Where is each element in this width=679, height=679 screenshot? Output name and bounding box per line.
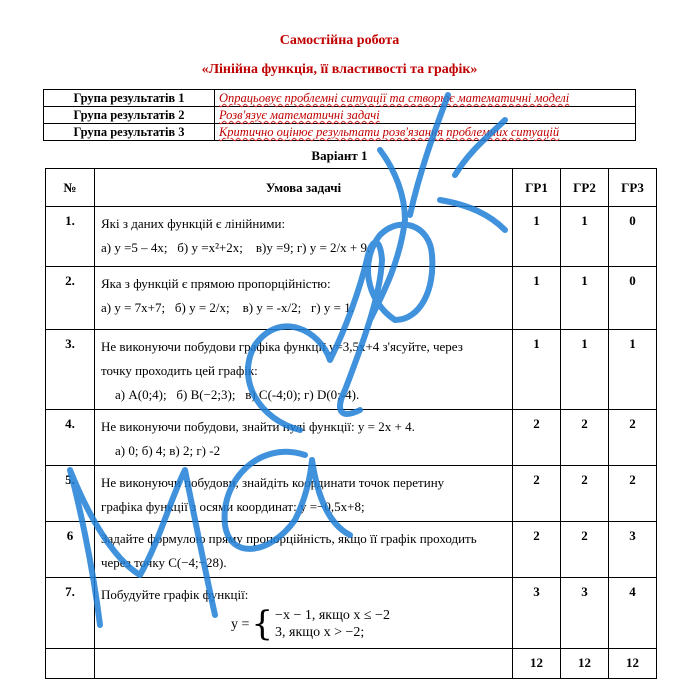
- totals-row: [46, 649, 657, 679]
- task-number: 2.: [46, 267, 95, 330]
- score-gr1: 1: [513, 207, 561, 267]
- total-gr3: 12: [609, 649, 657, 679]
- task-row: [46, 410, 657, 466]
- piecewise-cases: [275, 607, 390, 641]
- curly-brace-icon: {: [251, 604, 274, 644]
- score-gr3: 3: [609, 522, 657, 578]
- task-condition: [95, 410, 513, 466]
- score-gr2: 2: [561, 466, 609, 522]
- task-condition: [95, 578, 513, 649]
- group-row: [44, 90, 636, 107]
- group-name: Група результатів 3: [44, 124, 215, 141]
- score-gr3: 2: [609, 410, 657, 466]
- score-gr1: 1: [513, 330, 561, 410]
- task-options: а) у =5 – 4х; б) у =х²+2х; в)у =9; г) у = 2/x + 9.: [101, 240, 371, 255]
- task-text: графіка функції з осями координат: у =−0,5х+8;: [101, 499, 365, 514]
- score-gr3: 0: [609, 207, 657, 267]
- task-text: Не виконуючи побудови, знайти нулі функції: у = 2х + 4.: [101, 419, 415, 434]
- score-gr2: 1: [561, 330, 609, 410]
- task-number: 4.: [46, 410, 95, 466]
- group-name: Група результатів 2: [44, 107, 215, 124]
- score-gr1: 2: [513, 466, 561, 522]
- task-text: Задайте формулою пряму пропорційність, якщо її графік проходить: [101, 531, 477, 546]
- task-number: 1.: [46, 207, 95, 267]
- score-gr2: 1: [561, 267, 609, 330]
- task-condition: [95, 267, 513, 330]
- task-row: [46, 522, 657, 578]
- task-row: [46, 207, 657, 267]
- task-text: через точку С(−4;−28).: [101, 555, 227, 570]
- task-number: 6: [46, 522, 95, 578]
- task-options: а) 0; б) 4; в) 2; г) -2: [115, 443, 221, 458]
- totals-number: [46, 649, 95, 679]
- score-gr3: 1: [609, 330, 657, 410]
- task-text: Не виконуючи побудови графіка функції у=3,5х+4 з'ясуйте, через: [101, 339, 463, 354]
- score-gr1: 1: [513, 267, 561, 330]
- task-text: Які з даних функцій є лінійними:: [101, 216, 286, 231]
- task-text: точку проходить цей графік:: [101, 363, 258, 378]
- tasks-header-row: [46, 169, 657, 207]
- score-gr3: 4: [609, 578, 657, 649]
- document-subtitle: «Лінійна функція, її властивості та графік»: [201, 62, 478, 77]
- score-gr3: 0: [609, 267, 657, 330]
- task-condition: [95, 522, 513, 578]
- group-name: Група результатів 1: [44, 90, 215, 107]
- score-gr1: 3: [513, 578, 561, 649]
- task-condition: [95, 207, 513, 267]
- score-gr1: 2: [513, 410, 561, 466]
- variant-label: Варіант 1: [311, 148, 368, 163]
- score-gr3: 2: [609, 466, 657, 522]
- totals-condition: [95, 649, 513, 679]
- score-gr2: 2: [561, 410, 609, 466]
- score-gr1: 2: [513, 522, 561, 578]
- header-condition: Умова задачі: [95, 169, 513, 207]
- task-number: 5.: [46, 466, 95, 522]
- task-row: [46, 330, 657, 410]
- result-groups-table: [43, 89, 636, 141]
- document-title: Самостійна робота: [279, 33, 400, 48]
- task-row: [46, 267, 657, 330]
- task-condition: [95, 330, 513, 410]
- task-row: [46, 578, 657, 649]
- group-description: Розв'язує математичні задачі: [215, 107, 636, 124]
- total-gr1: 12: [513, 649, 561, 679]
- tasks-table: [45, 168, 657, 679]
- piecewise-case: 3, якщо x > −2;: [275, 625, 365, 640]
- task-options: а) А(0;4); б) В(−2;3); в) С(-4;0); г) D(0;-4).: [115, 387, 360, 402]
- total-gr2: 12: [561, 649, 609, 679]
- task-text: Не виконуючи побудови, знайдіть координати точок перетину: [101, 475, 445, 490]
- group-description: Опрацьовує проблемні ситуації та створює математичні моделі: [215, 90, 636, 107]
- piecewise-function: [101, 604, 508, 644]
- header-gr2: ГР2: [561, 169, 609, 207]
- task-number: 3.: [46, 330, 95, 410]
- task-options: а) у = 7х+7; б) у = 2/x; в) у = -x/2; г) у = 1.: [101, 300, 354, 315]
- header-gr1: ГР1: [513, 169, 561, 207]
- header-gr3: ГР3: [609, 169, 657, 207]
- task-text: Побудуйте графік функції:: [101, 587, 249, 602]
- piecewise-lhs: у =: [231, 616, 250, 632]
- group-row: [44, 124, 636, 141]
- piecewise-case: −x − 1, якщо x ≤ −2: [275, 608, 390, 623]
- task-text: Яка з функцій є прямою пропорційністю:: [101, 276, 331, 291]
- task-condition: [95, 466, 513, 522]
- score-gr2: 2: [561, 522, 609, 578]
- group-description: Критично оцінює результати розв'язання проблемних ситуацій: [215, 124, 636, 141]
- score-gr2: 3: [561, 578, 609, 649]
- task-row: [46, 466, 657, 522]
- header-number: №: [46, 169, 95, 207]
- group-row: [44, 107, 636, 124]
- score-gr2: 1: [561, 207, 609, 267]
- task-number: 7.: [46, 578, 95, 649]
